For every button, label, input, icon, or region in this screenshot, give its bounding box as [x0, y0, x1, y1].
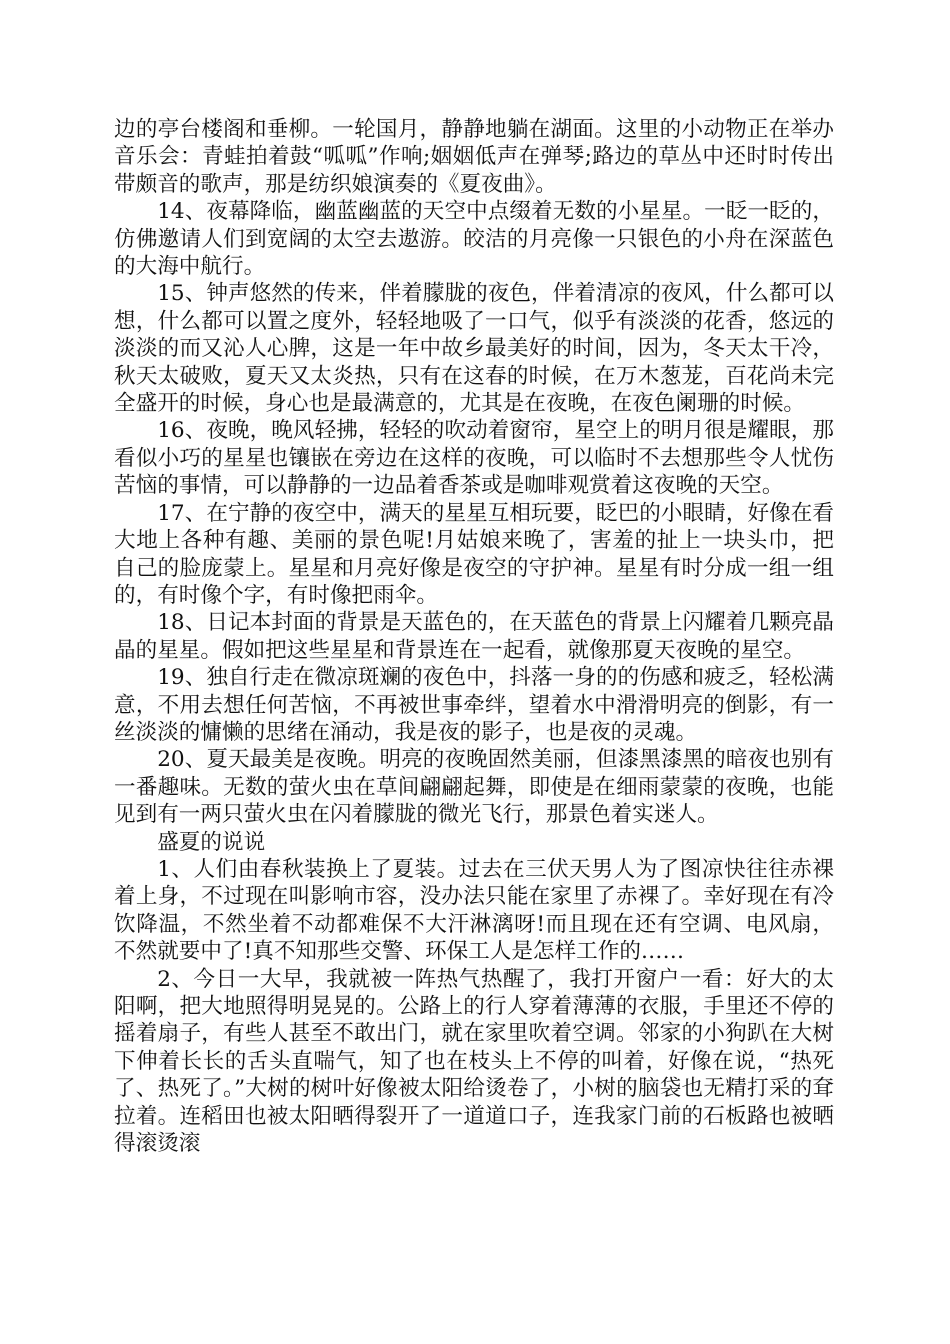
- paragraph-14: 14、夜幕降临，幽蓝幽蓝的天空中点缀着无数的小星星。一眨一眨的，仿佛邀请人们到宽阔的太空去遨游。皎洁的月亮像一只银色的小舟在深蓝色的大海中航行。: [114, 199, 834, 280]
- section-paragraph-1: 1、人们由春秋装换上了夏装。过去在三伏天男人为了图凉快往往赤裸着上身，不过现在叫影响市容，没办法只能在家里了赤裸了。幸好现在有冷饮降温，不然坐着不动都难保不大汗淋漓呀!而且现在还有空调、电风扇，不然就要中了!真不知那些交警、环保工人是怎样工作的……: [114, 856, 834, 965]
- section-paragraph-2: 2、今日一大早，我就被一阵热气热醒了，我打开窗户一看：好大的太阳啊，把大地照得明晃晃的。公路上的行人穿着薄薄的衣服，手里还不停的摇着扇子，有些人甚至不敢出门，就在家里吹着空调。邻家的小狗趴在大树下伸着长长的舌头直喘气，知了也在枝头上不停的叫着，好像在说，“热死了、热死了。”大树的树叶好像被太阳给烫卷了，小树的脑袋也无精打采的耷拉着。连稻田也被太阳晒得裂开了一道道口子，连我家门前的石板路也被晒得滚烫滚: [114, 966, 834, 1157]
- paragraph-18: 18、日记本封面的背景是天蓝色的，在天蓝色的背景上闪耀着几颗亮晶晶的星星。假如把这些星星和背景连在一起看，就像那夏天夜晚的星空。: [114, 610, 834, 663]
- document-page: [114, 116, 834, 1157]
- paragraph-17: 17、在宁静的夜空中，满天的星星互相玩要，眨巴的小眼睛，好像在看大地上各种有趣、美丽的景色呢!月姑娘来晚了，害羞的扯上一块头巾，把自己的脸庞蒙上。星星和月亮好像是夜空的守护神。星星有时分成一组一组的，有时像个字，有时像把雨伞。: [114, 500, 834, 608]
- paragraph-16: 16、夜晚，晚风轻拂，轻轻的吹动着窗帘，星空上的明月很是耀眼，那看似小巧的星星也镶嵌在旁边在这样的夜晚，可以临时不去想那些令人忧伤苦恼的事情，可以静静的一边品着香茶或是咖啡观赏着这夜晚的天空。: [114, 418, 834, 499]
- paragraph-19: 19、独自行走在微凉斑斓的夜色中，抖落一身的的伤感和疲乏，轻松满意，不用去想任何苦恼，不再被世事牵绊，望着水中滑滑明亮的倒影，有一丝淡淡的慵懒的思绪在涌动，我是夜的影子，也是夜的灵魂。: [114, 665, 834, 745]
- section-title: 盛夏的说说: [157, 829, 266, 855]
- paragraph-15: 15、钟声悠然的传来，伴着朦胧的夜色，伴着清凉的夜风，什么都可以想，什么都可以置之度外，轻轻地吸了一口气，似乎有淡淡的花香，悠远的淡淡的而又沁人心脾，这是一年中故乡最美好的时间，因为，冬天太干冷，秋天太破败，夏天又太炎热，只有在这春的时候，在万木葱茏，百花尚未完全盛开的时候，身心也是最满意的，尤其是在夜晚，在夜色阑珊的时候。: [114, 281, 834, 417]
- paragraph-20: 20、夏天最美是夜晚。明亮的夜晚固然美丽，但漆黑漆黑的暗夜也别有一番趣味。无数的萤火虫在草间翩翩起舞，即使是在细雨蒙蒙的夜晚，也能见到有一两只萤火虫在闪着朦胧的微光飞行，那景色着实迷人。: [114, 747, 834, 828]
- paragraph-continuation: 边的亭台楼阁和垂柳。一轮国月，静静地躺在湖面。这里的小动物正在举办音乐会：青蛙拍着鼓“呱呱”作响;姻姻低声在弹琴;路边的草丛中还时时传出带颇音的歌声，那是纺织娘演奏的《夏夜曲》。: [114, 117, 834, 197]
